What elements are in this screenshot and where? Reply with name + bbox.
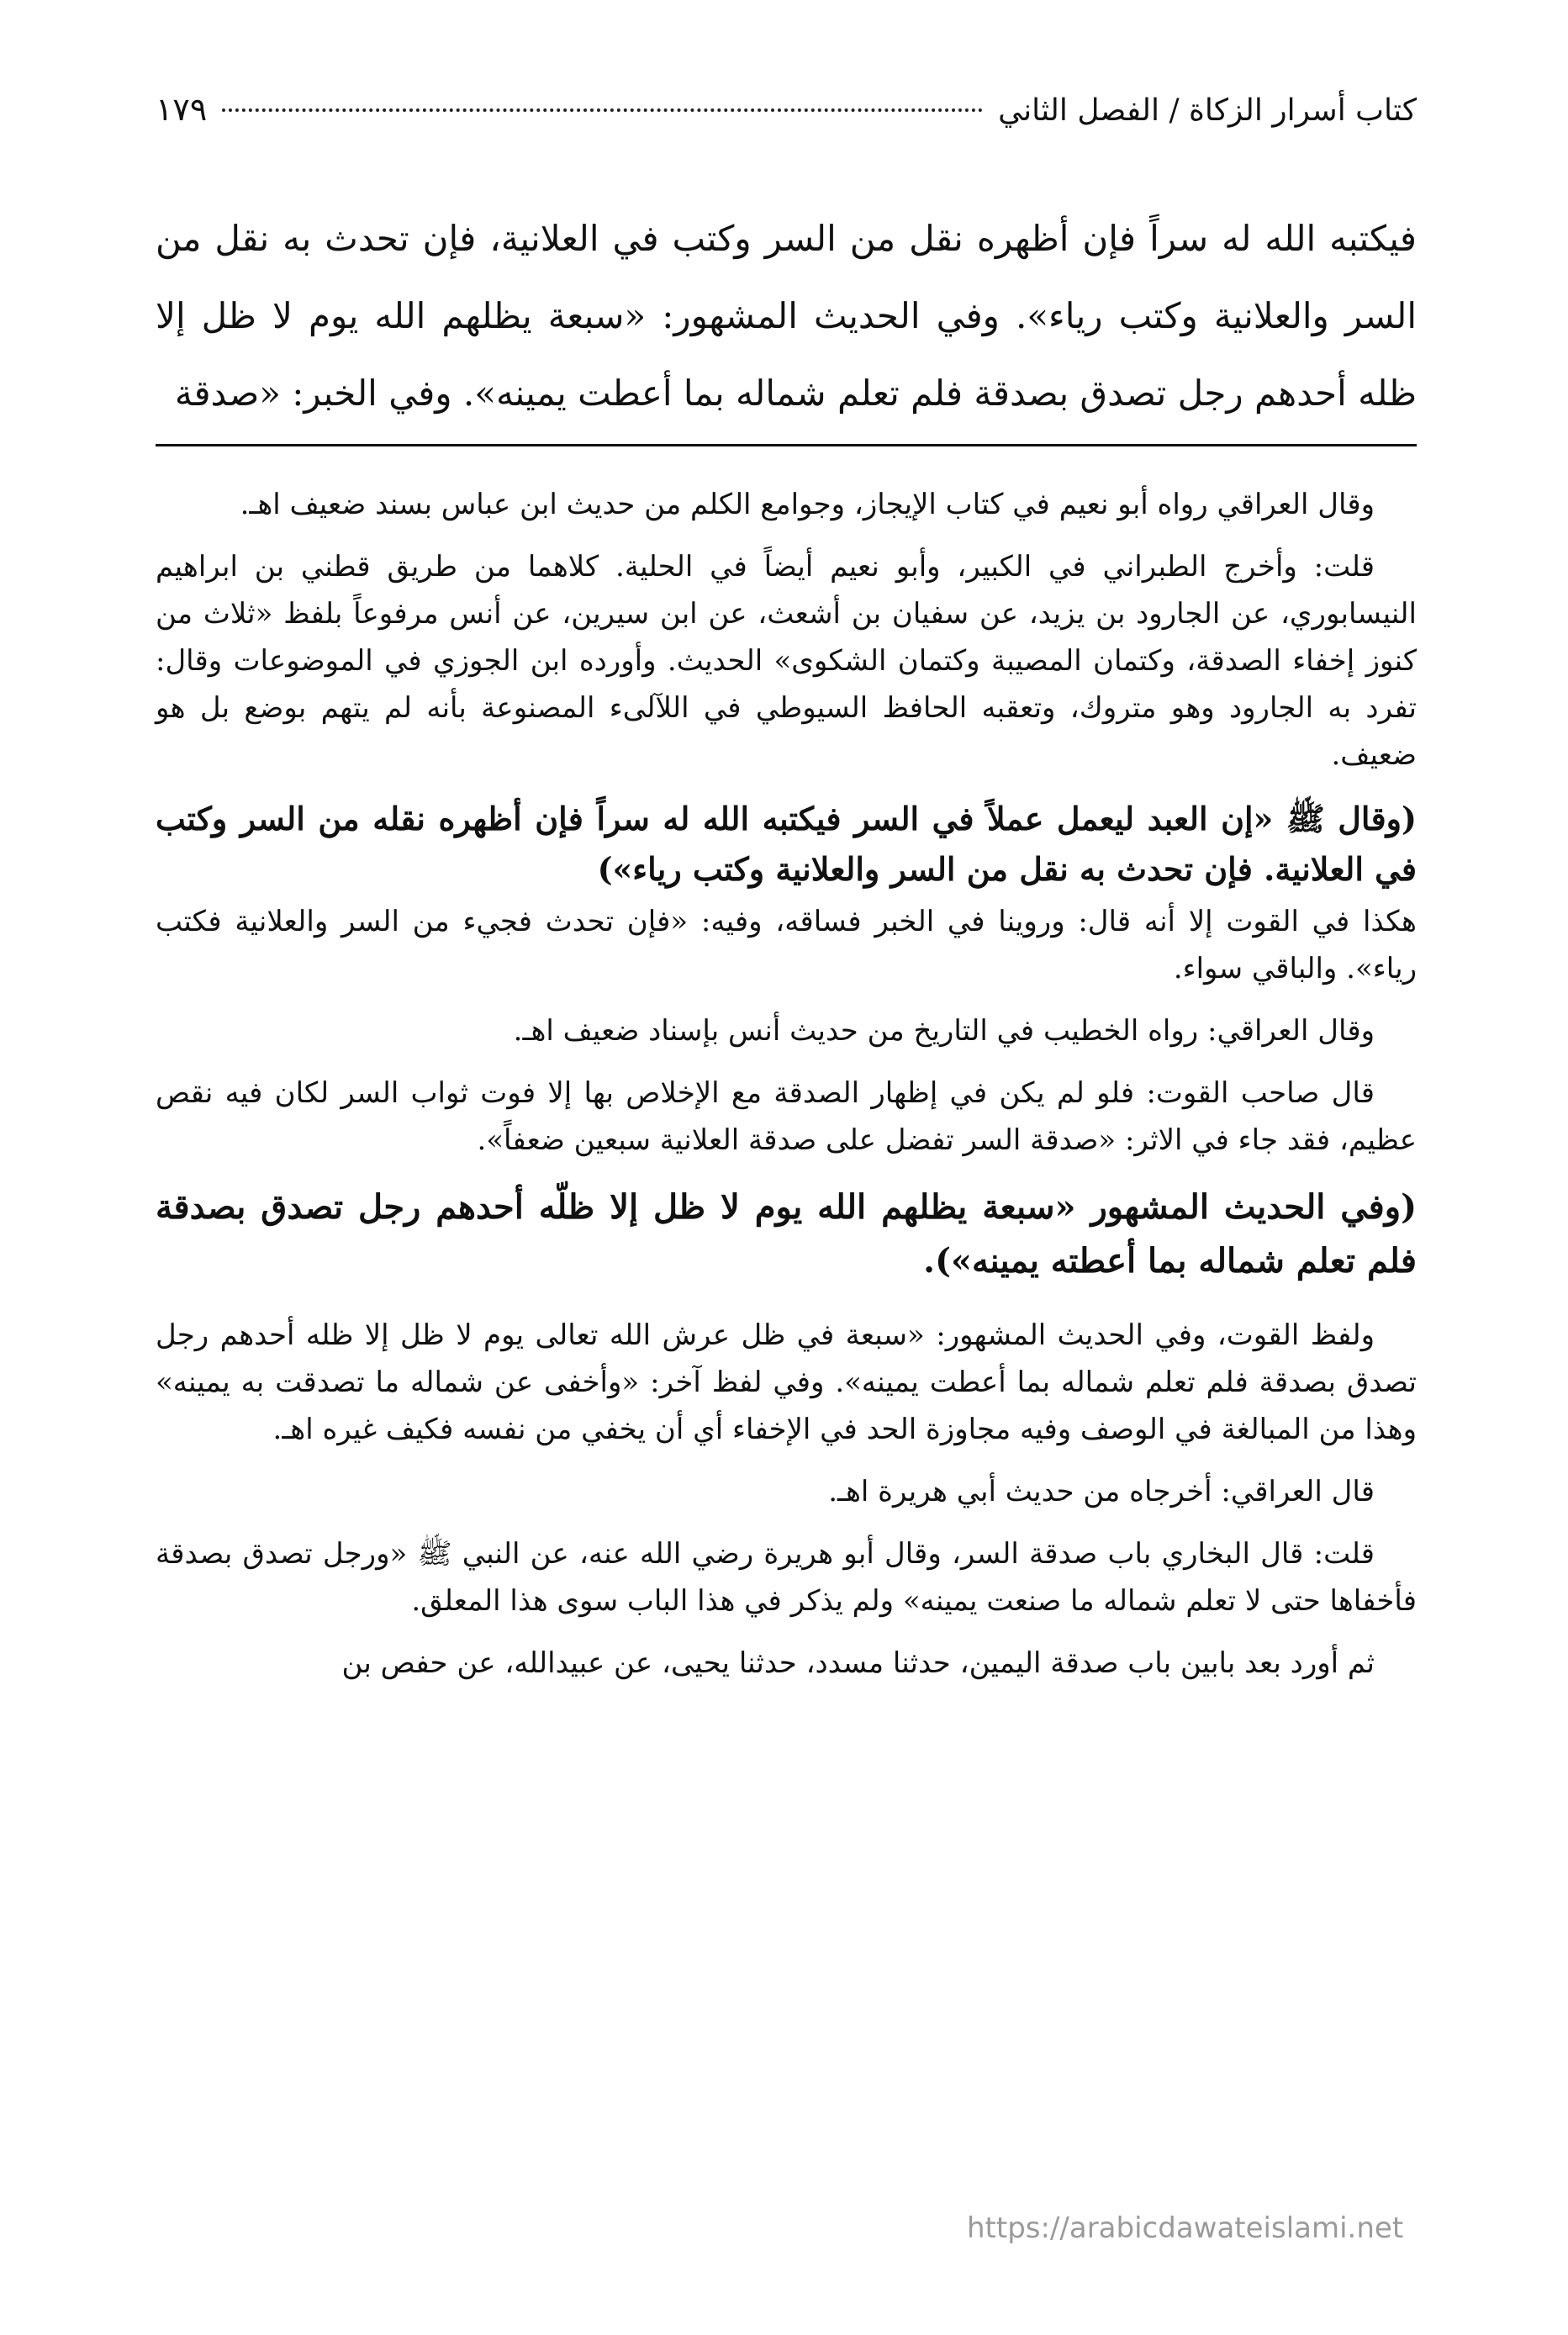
book-page <box>156 0 1417 2335</box>
commentary <box>156 481 1417 1702</box>
commentary-paragraph: وقال العراقي رواه أبو نعيم في كتاب الإيجاز، وجوامع الكلم من حديث ابن عباس بسند ضعيف اهـ. <box>240 488 1375 521</box>
watermark-url: https://arabicdawateislami.net <box>967 2211 1404 2245</box>
commentary-paragraph: هكذا في القوت إلا أنه قال: وروينا في الخبر فساقه، وفيه: «فإن تحدث فجيء من السر والعلانية فكتب رياء». والباقي سواء. <box>156 905 1417 985</box>
quoted-hadith: (وفي الحديث المشهور «سبعة يظلهم الله يوم لا ظل إلا ظلّه أحدهم رجل تصدق بصدقة فلم تعلم شماله بما أعطته يمينه»). <box>156 1187 1417 1281</box>
commentary-paragraph: ولفظ القوت، وفي الحديث المشهور: «سبعة في ظل عرش الله تعالى يوم لا ظل إلا ظله أحدهم رجل تصدق بصدقة فلم تعلم شماله بما أعطت يمينه». وفي لفظ آخر: «وأخفى عن شماله ما تصدقت به يمينه» وهذا من المبالغة في الوصف وفيه مجاوزة الحد في الإخفاء أي أن يخفي من نفسه فكيف غيره اهـ. <box>156 1318 1417 1446</box>
chapter-title: كتاب أسرار الزكاة / الفصل الثاني <box>998 93 1417 128</box>
commentary-paragraph: قلت: وأخرج الطبراني في الكبير، وأبو نعيم أيضاً في الحلية. كلاهما من طريق قطني بن ابراهيم النيسابوري، عن الجارود بن يزيد، عن سفيان بن أشعث، عن ابن سيرين، عن أنس مرفوعاً بلفظ «ثلاث من كنوز إخفاء الصدقة، وكتمان المصيبة وكتمان الشكوى» الحديث. وأورده ابن الجوزي في الموضوعات وقال: تفرد به الجارود وهو متروك، وتعقبه الحافظ السيوطي في اللآلىء المصنوعة بأنه لم يتهم بوضع بل هو ضعيف. <box>156 550 1417 772</box>
divider-rule <box>156 444 1417 446</box>
dot-leader <box>222 108 983 112</box>
commentary-paragraph: ثم أورد بعد بابين باب صدقة اليمين، حدثنا مسدد، حدثنا يحيى، عن عبيدالله، عن حفص بن <box>341 1646 1375 1680</box>
commentary-paragraph: قال صاحب القوت: فلو لم يكن في إظهار الصدقة مع الإخلاص بها إلا فوت ثواب السر لكان فيه نقص عظيم، فقد جاء في الاثر: «صدقة السر تفضل على صدقة العلانية سبعين ضعفاً». <box>156 1076 1417 1157</box>
main-text: فيكتبه الله له سراً فإن أظهره نقل من السر وكتب في العلانية، فإن تحدث به نقل من السر والعلانية وكتب رياء». وفي الحديث المشهور: «سبعة يظلهم الله يوم لا ظل إلا ظله أحدهم رجل تصدق بصدقة فلم تعلم شماله بما أعطت يمينه». وفي الخبر: «صدقة <box>156 218 1417 414</box>
page-number: ١٧٩ <box>156 91 208 128</box>
commentary-paragraph: قلت: قال البخاري باب صدقة السر، وقال أبو هريرة رضي الله عنه، عن النبي ﷺ «ورجل تصدق بصدقة فأخفاها حتى لا تعلم شماله ما صنعت يمينه» ولم يذكر في هذا الباب سوى هذا المعلق. <box>156 1537 1417 1618</box>
commentary-paragraph: وقال العراقي: رواه الخطيب في التاريخ من حديث أنس بإسناد ضعيف اهـ. <box>513 1014 1375 1048</box>
quoted-hadith: (وقال ﷺ «إن العبد ليعمل عملاً في السر فيكتبه الله له سراً فإن أظهره نقله من السر وكتب في العلانية. فإن تحدث به نقل من السر والعلانية وكتب رياء») <box>156 800 1417 888</box>
commentary-paragraph: قال العراقي: أخرجاه من حديث أبي هريرة اهـ. <box>828 1475 1375 1508</box>
running-header <box>156 91 1417 141</box>
